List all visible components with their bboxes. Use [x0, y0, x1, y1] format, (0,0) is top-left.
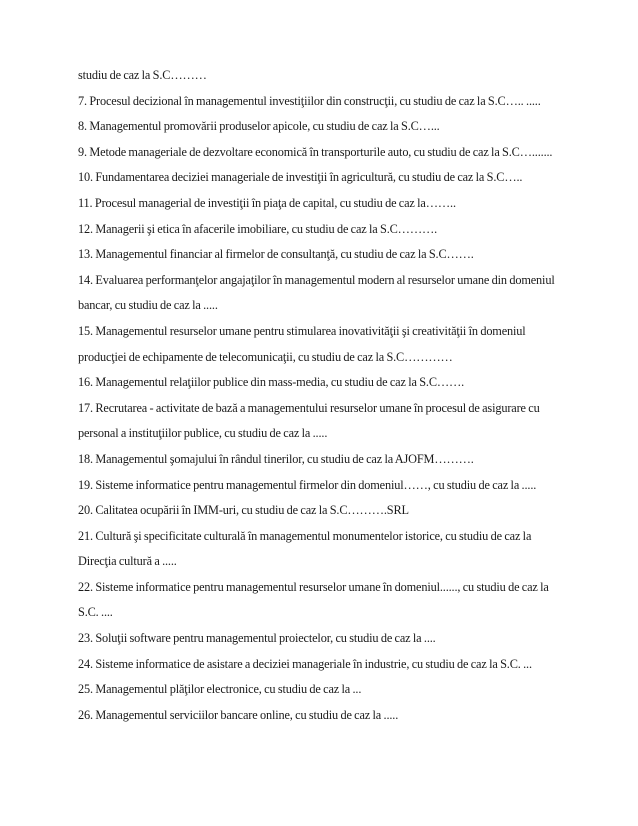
text-line: 16. Managementul relaţiilor publice din mass-media, cu studiu de caz la S.C……. — [78, 375, 465, 390]
text-line: 24. Sisteme informatice de asistare a deciziei manageriale în industrie, cu studiu de caz la S.C. ... — [78, 656, 532, 671]
text-line: 12. Managerii şi etica în afacerile imobiliare, cu studiu de caz la S.C………. — [78, 221, 438, 236]
text-line: 25. Managementul plăţilor electronice, cu studiu de caz la ... — [78, 682, 362, 697]
text-line: 8. Managementul promovării produselor apicole, cu studiu de caz la S.C…... — [78, 119, 440, 134]
text-line: 14. Evaluarea performanţelor angajaţilor în managementul modern al resurselor umane din domeniul — [78, 272, 555, 287]
text-line: 19. Sisteme informatice pentru managementul firmelor din domeniul……, cu studiu de caz la ..... — [78, 477, 537, 492]
text-line: studiu de caz la S.C……… — [78, 68, 207, 82]
text-line: 10. Fundamentarea deciziei manageriale de investiţii în agricultură, cu studiu de caz la S.C….. — [78, 170, 523, 185]
text-line: bancar, cu studiu de caz la ..... — [78, 298, 218, 313]
text-line: Direcţia cultură a ..... — [78, 554, 177, 569]
text-line: 18. Managementul şomajului în rândul tinerilor, cu studiu de caz la AJOFM………. — [78, 451, 474, 466]
text-line: 11. Procesul managerial de investiţii în piaţa de capital, cu studiu de caz la…….. — [78, 195, 456, 210]
text-line: 26. Managementul serviciilor bancare online, cu studiu de caz la ..... — [78, 707, 399, 722]
text-line: 23. Soluţii software pentru managementul proiectelor, cu studiu de caz la .... — [78, 631, 436, 646]
text-line: 17. Recrutarea - activitate de bază a managementului resurselor umane în procesul de asigurare cu — [78, 400, 540, 415]
text-line: 22. Sisteme informatice pentru managementul resurselor umane în domeniul......, cu studiu de caz la — [78, 579, 549, 594]
text-line: 15. Managementul resurselor umane pentru stimularea inovativităţii şi creativităţii în domeniul — [78, 323, 526, 338]
document-body — [78, 63, 558, 728]
text-line: personal a instituţiilor publice, cu studiu de caz la ..... — [78, 426, 328, 441]
text-line: 13. Managementul financiar al firmelor de consultanţă, cu studiu de caz la S.C……. — [78, 247, 474, 262]
text-line: 9. Metode manageriale de dezvoltare economică în transporturile auto, cu studiu de caz la S.C…....... — [78, 144, 553, 159]
text-line: 7. Procesul decizional în managementul investiţiilor din construcţii, cu studiu de caz la S.C….. ..... — [78, 93, 541, 108]
text-line: S.C. .... — [78, 605, 113, 620]
text-line: 20. Calitatea ocupării în IMM-uri, cu studiu de caz la S.C……….SRL — [78, 503, 409, 518]
text-line: producţiei de echipamente de telecomunicaţii, cu studiu de caz la S.C………… — [78, 349, 453, 364]
text-line: 21. Cultură şi specificitate culturală în managementul monumentelor istorice, cu studiu de caz la — [78, 528, 532, 543]
